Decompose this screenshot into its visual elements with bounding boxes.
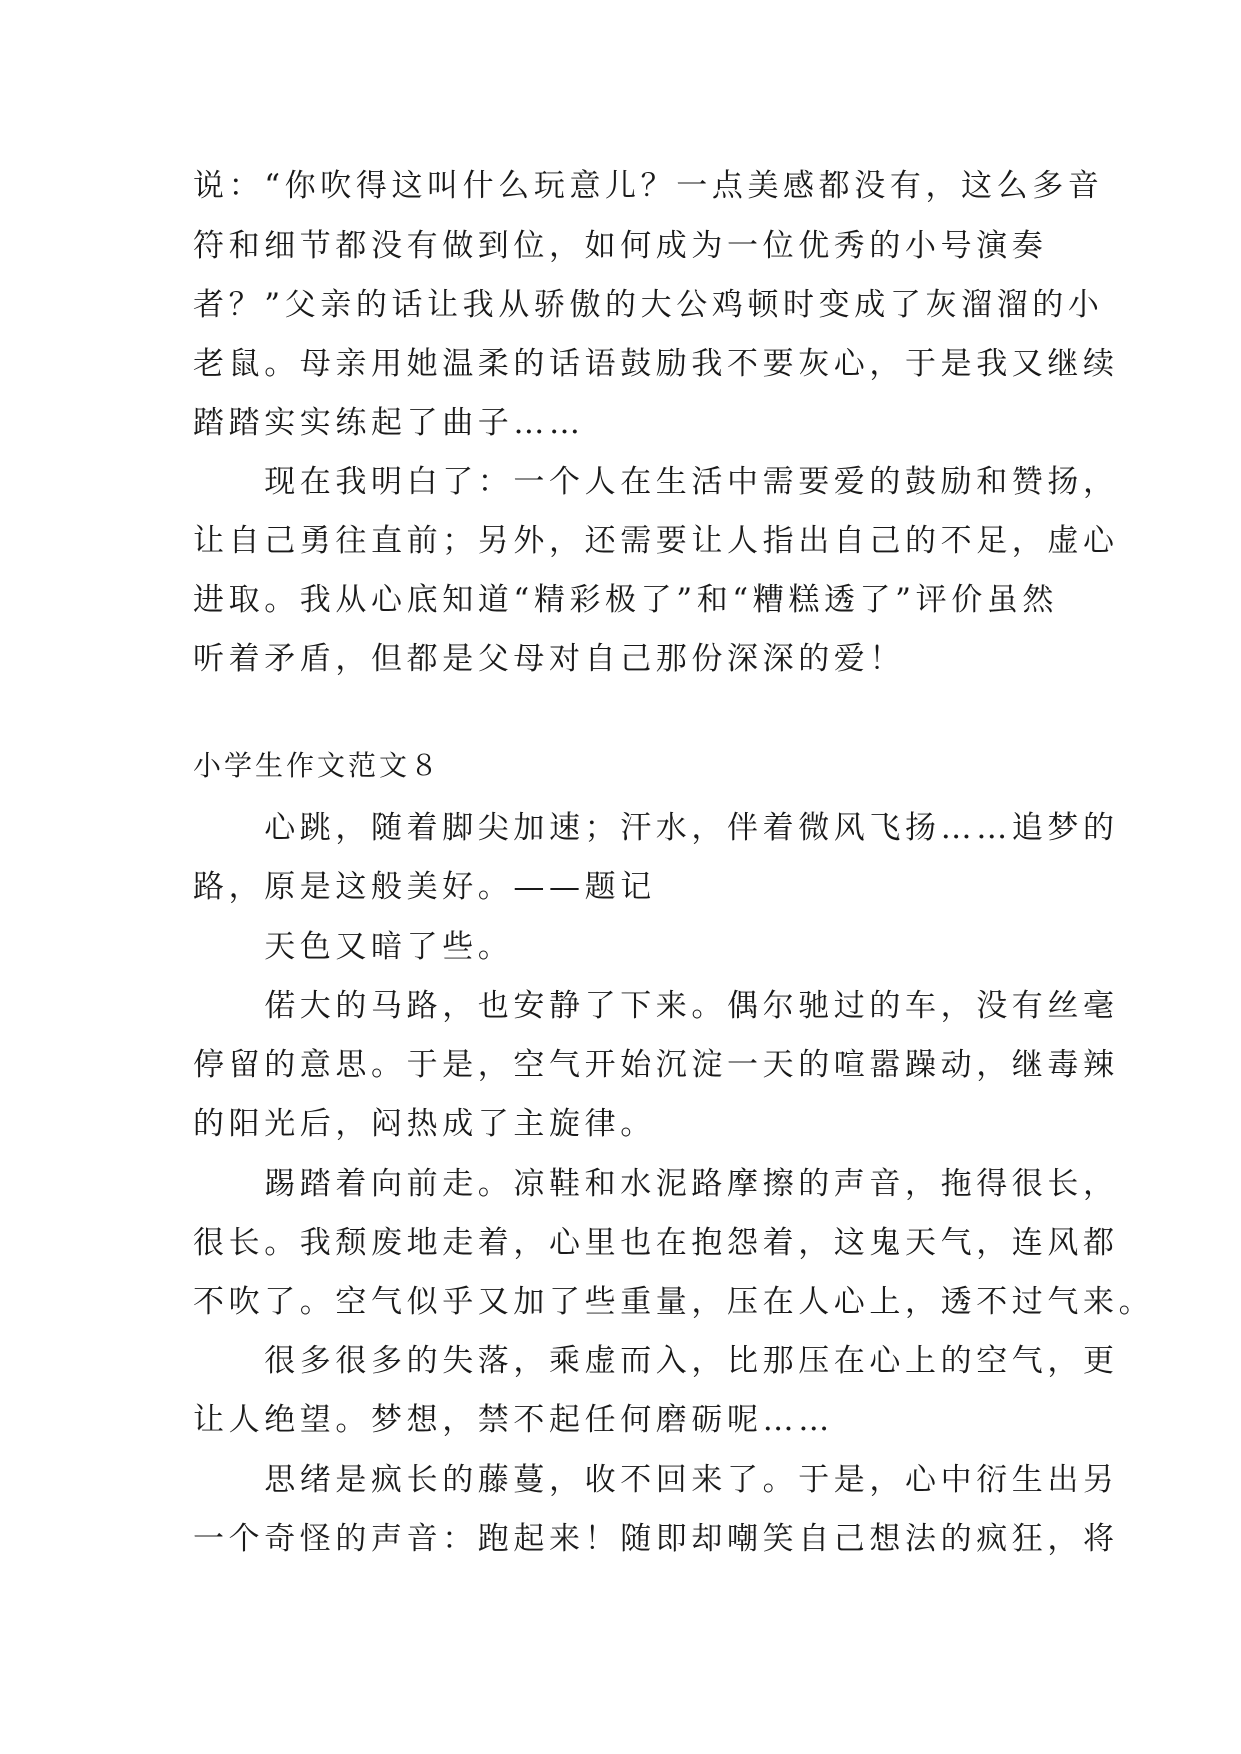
text-line: 很多很多的失落，乘虚而入，比那压在心上的空气，更	[193, 1343, 1119, 1379]
text-line: 听着矛盾，但都是父母对自己那份深深的爱！	[193, 641, 905, 677]
text-line: 停留的意思。于是，空气开始沉淀一天的喧嚣躁动，继毒辣	[193, 1047, 1119, 1083]
text-line: 者？”父亲的话让我从骄傲的大公鸡顿时变成了灰溜溜的小	[193, 287, 1104, 323]
text-line: 踏踏实实练起了曲子……	[193, 405, 585, 441]
text-line: 符和细节都没有做到位，如何成为一位优秀的小号演奏	[193, 228, 1048, 264]
text-line: 说：“你吹得这叫什么玩意儿？一点美感都没有，这么多音	[193, 168, 1104, 204]
text-line: 让人绝望。梦想，禁不起任何磨砺呢……	[193, 1402, 834, 1438]
text-line: 思绪是疯长的藤蔓，收不回来了。于是，心中衍生出另	[193, 1462, 1119, 1498]
text-line: 让自己勇往直前；另外，还需要让人指出自己的不足，虚心	[193, 523, 1119, 559]
text-line: 现在我明白了：一个人在生活中需要爱的鼓励和赞扬，	[193, 464, 1119, 500]
text-line: 偌大的马路，也安静了下来。偶尔驰过的车，没有丝毫	[193, 988, 1119, 1024]
text-line: 不吹了。空气似乎又加了些重量，压在人心上，透不过气来。	[193, 1284, 1155, 1320]
text-line: 老鼠。母亲用她温柔的话语鼓励我不要灰心，于是我又继续	[193, 346, 1119, 382]
text-line: 天色又暗了些。	[193, 929, 514, 965]
text-line: 进取。我从心底知道“精彩极了”和“糟糕透了”评价虽然	[193, 582, 1058, 618]
text-line: 很长。我颓废地走着，心里也在抱怨着，这鬼天气，连风都	[193, 1225, 1119, 1261]
text-line: 路，原是这般美好。——题记	[193, 869, 656, 905]
essay-title: 小学生作文范文８	[193, 749, 442, 782]
text-line: 的阳光后，闷热成了主旋律。	[193, 1106, 656, 1142]
text-line: 心跳，随着脚尖加速；汗水，伴着微风飞扬……追梦的	[193, 810, 1119, 846]
text-line: 踢踏着向前走。凉鞋和水泥路摩擦的声音，拖得很长，	[193, 1166, 1119, 1202]
text-line: 一个奇怪的声音：跑起来！随即却嘲笑自己想法的疯狂，将	[193, 1521, 1119, 1557]
